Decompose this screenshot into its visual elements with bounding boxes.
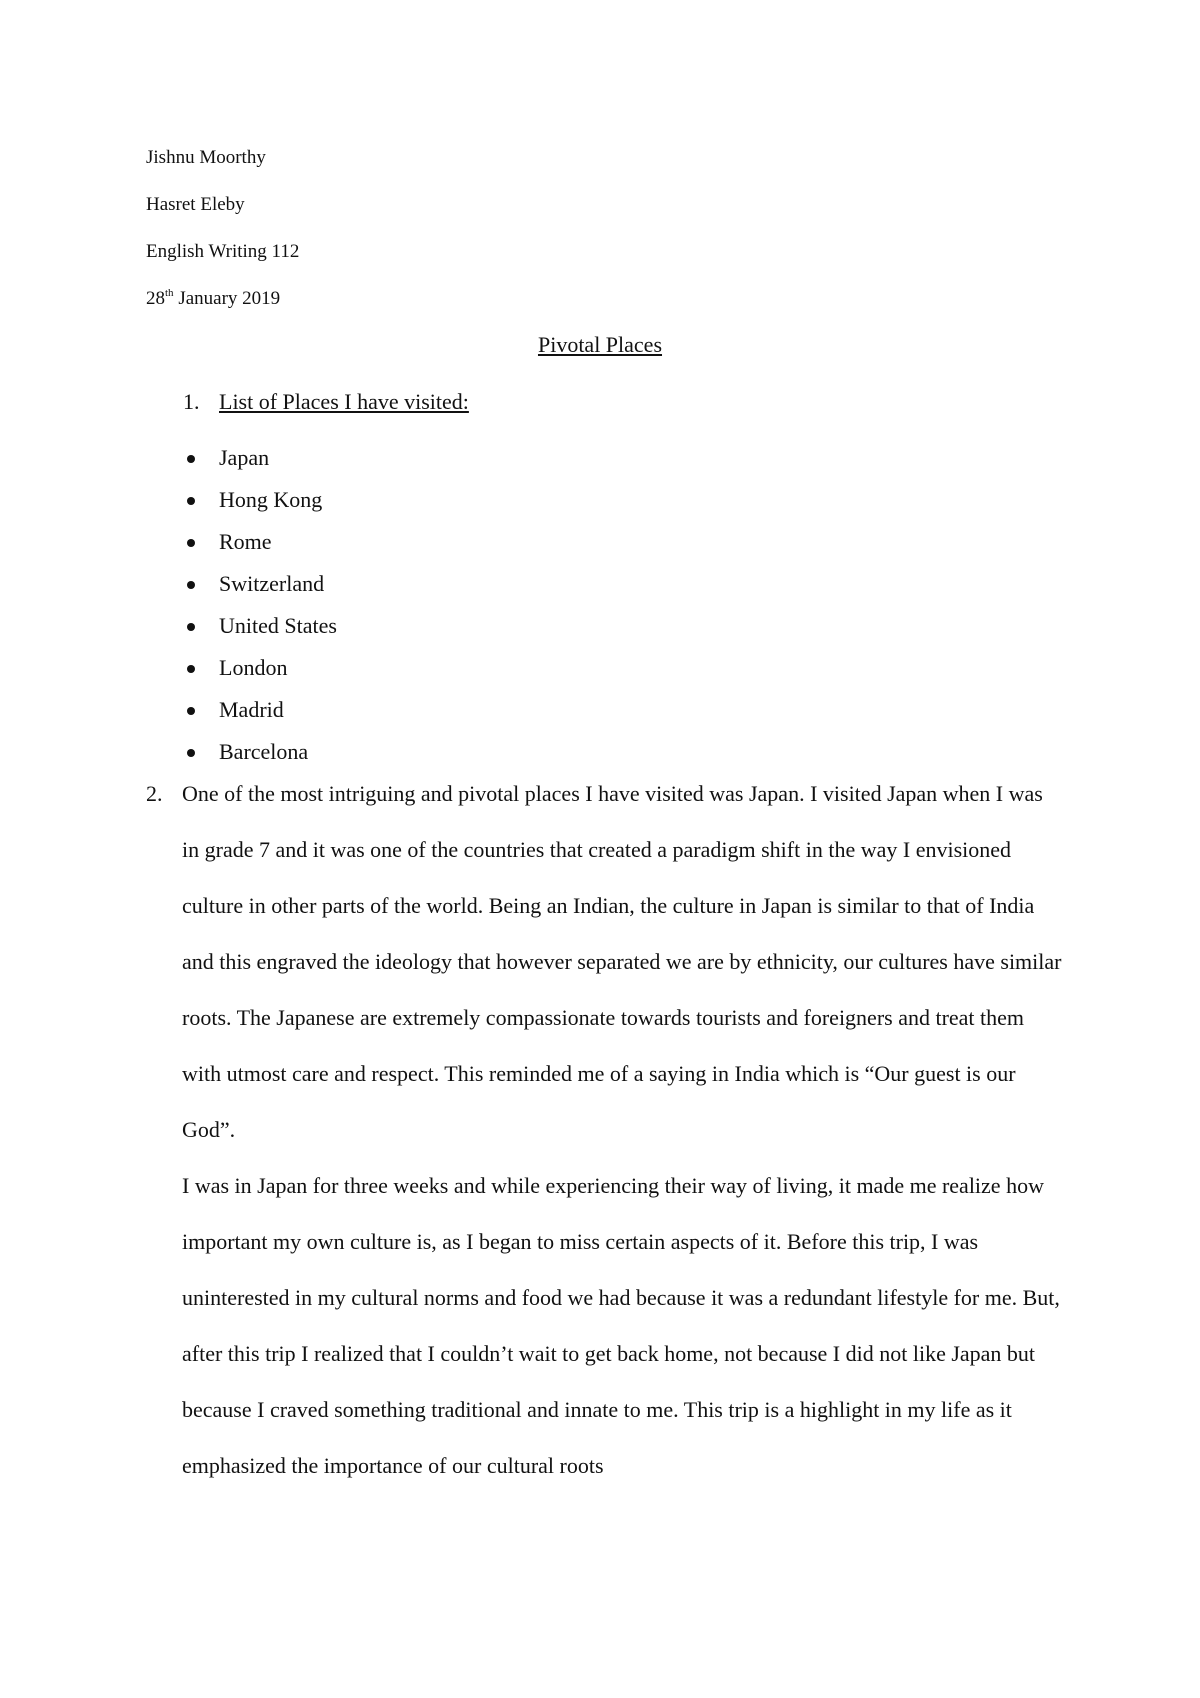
instructor-name: Hasret Eleby [146, 194, 245, 215]
date-suffix: th [165, 287, 174, 299]
place-name: Barcelona [219, 739, 309, 764]
bullet-icon [187, 623, 195, 631]
list-item [219, 696, 284, 724]
bullet-icon [187, 455, 195, 463]
date-rest: January 2019 [173, 288, 281, 309]
section-1-heading: List of Places I have visited: [219, 389, 469, 414]
bullet-icon [187, 749, 195, 757]
place-name: United States [219, 613, 337, 638]
place-name: Japan [219, 445, 270, 470]
list-item [219, 528, 272, 556]
place-name: Madrid [219, 697, 284, 722]
list-item [219, 486, 322, 514]
bullet-icon [187, 707, 195, 715]
place-name: London [219, 655, 288, 680]
section-1-number: 1. [183, 389, 200, 414]
author-name: Jishnu Moorthy [146, 147, 266, 168]
course-name: English Writing 112 [146, 241, 300, 262]
date-line [146, 287, 280, 311]
page-title [0, 331, 1200, 359]
essay-paragraph-2: I was in Japan for three weeks and while experiencing their way of living, it made me realize how important my own culture is, as I began to miss certain aspects of it. Before this trip, I was uninterested in my cultural norms and food we had because it was a redundant lifestyle for me. But, after this trip I realized that I couldn’t wait to get back home, not because I did not like Japan but because I craved something traditional and innate to me. This trip is a highlight in my life as it emphasized the importance of our cultural roots [182, 1173, 1060, 1478]
bullet-icon [187, 581, 195, 589]
page-title-text: Pivotal Places [537, 332, 663, 357]
list-item [219, 444, 269, 472]
place-name: Hong Kong [219, 487, 323, 512]
date-day: 28 [146, 288, 165, 309]
list-item [219, 738, 308, 766]
section-2-number: 2. [146, 781, 163, 806]
list-item [219, 612, 337, 640]
place-name: Switzerland [219, 571, 325, 596]
list-item [219, 654, 287, 682]
bullet-icon [187, 665, 195, 673]
bullet-icon [187, 497, 195, 505]
list-item [219, 570, 324, 598]
essay-paragraph-1: One of the most intriguing and pivotal places I have visited was Japan. I visited Japan when I was in grade 7 and it was one of the countries that created a paradigm shift in the way I envisioned culture in other parts of the world. Being an Indian, the culture in Japan is similar to that of India and this engraved the ideology that however separated we are by ethnicity, our cultures have similar roots. The Japanese are extremely compassionate towards tourists and foreigners and treat them with utmost care and respect. This reminded me of a saying in India which is “Our guest is our God”. [182, 781, 1062, 1142]
bullet-icon [187, 539, 195, 547]
place-name: Rome [219, 529, 272, 554]
